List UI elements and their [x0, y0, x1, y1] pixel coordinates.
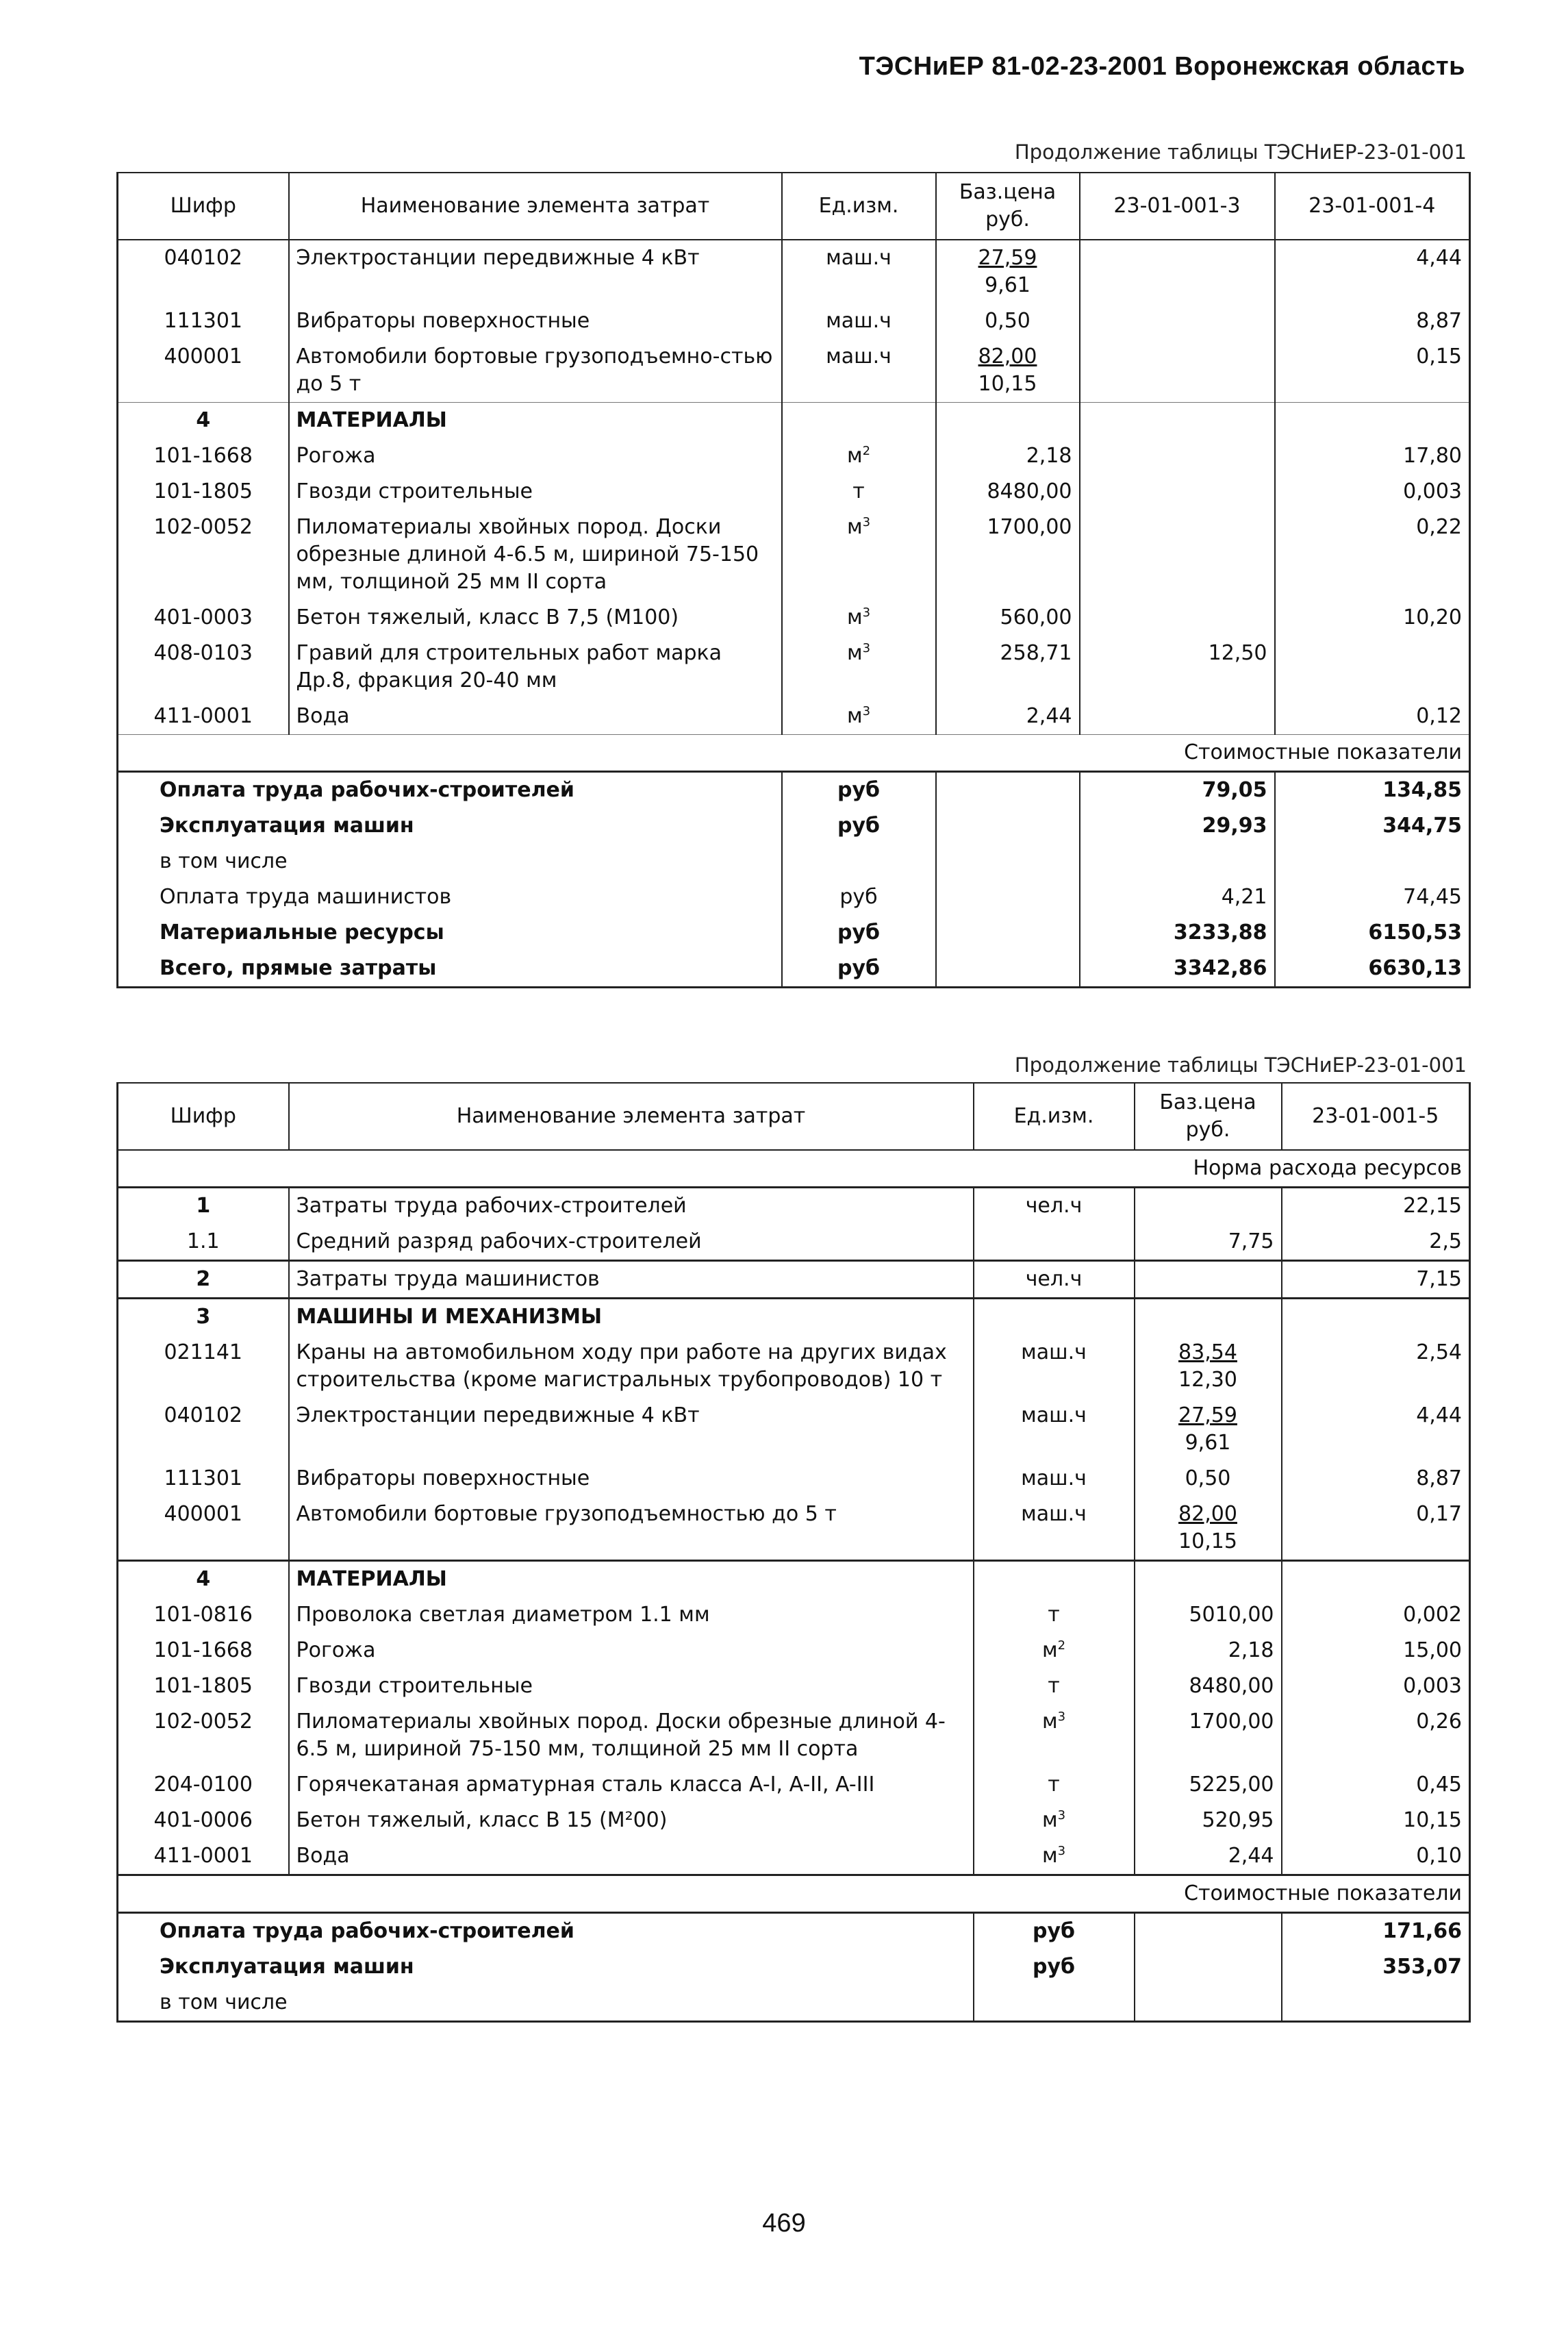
table-row: [118, 1668, 1470, 1704]
row-code: 040102: [118, 1398, 289, 1461]
cost-value-3: 4,21: [1080, 879, 1275, 915]
page-number: 469: [762, 2209, 806, 2238]
row-value-5: 10,15: [1282, 1803, 1470, 1838]
row-name: Электростанции передвижные 4 кВт: [289, 1398, 974, 1461]
cost-label: в том числе: [118, 1985, 974, 2022]
row-value-4: 0,15: [1275, 339, 1470, 403]
col-header-price: Баз.цена руб.: [936, 173, 1080, 240]
row-value-5: 4,44: [1282, 1398, 1470, 1461]
cost-row: [118, 1949, 1470, 1985]
cost-unit: руб: [782, 808, 936, 844]
col-header-name: Наименование элемента затрат: [289, 1083, 974, 1150]
row-code: 1: [118, 1188, 289, 1225]
col-header-variant-3: 23-01-001-3: [1080, 173, 1275, 240]
cost-unit: руб: [782, 772, 936, 809]
row-unit: т: [974, 1597, 1135, 1633]
row-unit: $м^3$: [782, 636, 936, 699]
row-unit: маш.ч: [974, 1497, 1135, 1561]
cost-value-4: [1275, 844, 1470, 879]
row-price: 2,44: [936, 699, 1080, 735]
table-row: [118, 1597, 1470, 1633]
table-row: [118, 438, 1470, 474]
row-unit: маш.ч: [974, 1398, 1135, 1461]
row-name: Затраты труда машинистов: [289, 1261, 974, 1299]
cost-caption-row: [118, 1875, 1470, 1913]
row-value-5: 22,15: [1282, 1188, 1470, 1225]
row-price: [936, 303, 1080, 339]
price-top: 82,00: [978, 345, 1037, 368]
table2-header-row: [118, 1083, 1470, 1150]
section-label: МАТЕРИАЛЫ: [289, 403, 782, 439]
table1-caption: Продолжение таблицы ТЭСНиЕР-23-01-001: [1014, 140, 1467, 164]
cost-label: Всего, прямые затраты: [118, 951, 782, 988]
col-header-variant-5: 23-01-001-5: [1282, 1083, 1470, 1150]
cost-row: [118, 808, 1470, 844]
row-code: 102-0052: [118, 510, 289, 600]
row-price: 2,18: [1135, 1633, 1282, 1668]
row-code: 111301: [118, 303, 289, 339]
table1: [116, 172, 1471, 988]
cost-unit: руб: [974, 1949, 1135, 1985]
table2: [116, 1082, 1471, 2023]
cost-unit: [782, 844, 936, 879]
row-name: Пиломатериалы хвойных пород. Доски обрезные длиной 4-6.5 м, шириной 75-150 мм, толщиной 25 мм II сорта: [289, 1704, 974, 1767]
row-unit: маш.ч: [782, 240, 936, 303]
row-price: [1135, 1461, 1282, 1497]
row-price: 7,75: [1135, 1224, 1282, 1261]
section-row-materials: [118, 1561, 1470, 1598]
row-value-3: [1080, 510, 1275, 600]
row-unit: чел.ч: [974, 1188, 1135, 1225]
cost-label: Эксплуатация машин: [118, 1949, 974, 1985]
row-value-4: 8,87: [1275, 303, 1470, 339]
row-name: Горячекатаная арматурная сталь класса A-I, A-II, A-III: [289, 1767, 974, 1803]
cost-row: [118, 1985, 1470, 2022]
price-top: 0,50: [985, 309, 1030, 333]
cost-value-3: 3233,88: [1080, 915, 1275, 951]
price-bottom: 10,15: [978, 372, 1037, 396]
row-code: 040102: [118, 240, 289, 303]
cost-value-4: 6630,13: [1275, 951, 1470, 988]
page-header-title: ТЭСНиЕР 81-02-23-2001 Воронежская область: [859, 52, 1465, 81]
price-top: 27,59: [978, 246, 1037, 270]
section-row-machines: [118, 1299, 1470, 1336]
cost-value-4: 6150,53: [1275, 915, 1470, 951]
section-number: 4: [118, 403, 289, 439]
table-row: [118, 1224, 1470, 1261]
cost-label: в том числе: [118, 844, 782, 879]
row-value-3: [1080, 339, 1275, 403]
section-label: МАШИНЫ И МЕХАНИЗМЫ: [289, 1299, 974, 1336]
price-top: 82,00: [1178, 1502, 1237, 1526]
row-price: 258,71: [936, 636, 1080, 699]
cost-label: Оплата труда рабочих-строителей: [118, 772, 782, 809]
row-price: 1700,00: [936, 510, 1080, 600]
table-row: [118, 303, 1470, 339]
col-header-code: Шифр: [118, 173, 289, 240]
row-price: [1135, 1497, 1282, 1561]
table-row: [118, 1461, 1470, 1497]
row-price: 560,00: [936, 600, 1080, 636]
row-price: [1135, 1335, 1282, 1398]
row-price: [936, 339, 1080, 403]
row-unit: маш.ч: [974, 1335, 1135, 1398]
row-unit: $м^2$: [782, 438, 936, 474]
row-unit: т: [974, 1668, 1135, 1704]
row-price: 2,44: [1135, 1838, 1282, 1875]
row-code: 408-0103: [118, 636, 289, 699]
price-bottom: 9,61: [1185, 1431, 1231, 1455]
row-unit: $м^2$: [974, 1633, 1135, 1668]
cost-value-4: 344,75: [1275, 808, 1470, 844]
row-name: Пиломатериалы хвойных пород. Доски обрезные длиной 4-6.5 м, шириной 75-150 мм, толщиной 25 мм II сорта: [289, 510, 782, 600]
row-code: 102-0052: [118, 1704, 289, 1767]
norm-caption-row: [118, 1150, 1470, 1188]
table-row: [118, 474, 1470, 510]
table-row: [118, 1497, 1470, 1561]
cost-value-3: 29,93: [1080, 808, 1275, 844]
row-unit: [974, 1224, 1135, 1261]
row-name: Гравий для строительных работ марка Др.8, фракция 20-40 мм: [289, 636, 782, 699]
cost-value-4: 134,85: [1275, 772, 1470, 809]
cost-value-3: [1080, 844, 1275, 879]
row-value-5: 0,003: [1282, 1668, 1470, 1704]
cost-row: [118, 844, 1470, 879]
table-row: [118, 1633, 1470, 1668]
row-code: 101-0816: [118, 1597, 289, 1633]
table-row: [118, 1838, 1470, 1875]
row-unit: $м^3$: [782, 510, 936, 600]
row-value-5: 0,26: [1282, 1704, 1470, 1767]
row-code: 101-1805: [118, 1668, 289, 1704]
row-code: 400001: [118, 1497, 289, 1561]
cost-unit: руб: [782, 915, 936, 951]
price-top: 0,50: [1185, 1466, 1231, 1490]
table-row: [118, 600, 1470, 636]
row-code: 400001: [118, 339, 289, 403]
cost-row: [118, 1913, 1470, 1950]
row-unit: маш.ч: [782, 339, 936, 403]
row-value-3: [1080, 600, 1275, 636]
cost-value-4: 74,45: [1275, 879, 1470, 915]
table-row: [118, 240, 1470, 303]
table1-header-row: [118, 173, 1470, 240]
row-value-5: 2,5: [1282, 1224, 1470, 1261]
cost-unit: руб: [782, 879, 936, 915]
row-code: 1.1: [118, 1224, 289, 1261]
row-value-4: 17,80: [1275, 438, 1470, 474]
row-value-3: [1080, 699, 1275, 735]
row-price: [1135, 1398, 1282, 1461]
row-price: 520,95: [1135, 1803, 1282, 1838]
row-name: Проволока светлая диаметром 1.1 мм: [289, 1597, 974, 1633]
row-name: Вода: [289, 699, 782, 735]
row-value-3: [1080, 438, 1275, 474]
row-price: 8480,00: [936, 474, 1080, 510]
row-value-5: 0,002: [1282, 1597, 1470, 1633]
cost-row: [118, 915, 1470, 951]
cost-caption: Стоимостные показатели: [118, 735, 1470, 772]
row-unit: маш.ч: [782, 303, 936, 339]
price-top: 83,54: [1178, 1340, 1237, 1364]
row-unit: $м^3$: [782, 600, 936, 636]
row-name: Бетон тяжелый, класс В 7,5 (М100): [289, 600, 782, 636]
row-name: Средний разряд рабочих-строителей: [289, 1224, 974, 1261]
cost-unit: руб: [974, 1913, 1135, 1950]
table-row: [118, 510, 1470, 600]
table-row: [118, 1261, 1470, 1299]
row-code: 411-0001: [118, 699, 289, 735]
cost-caption-row: [118, 735, 1470, 772]
row-value-4: 0,003: [1275, 474, 1470, 510]
row-value-5: 0,45: [1282, 1767, 1470, 1803]
table-row: [118, 1767, 1470, 1803]
row-unit: маш.ч: [974, 1461, 1135, 1497]
row-name: Рогожа: [289, 1633, 974, 1668]
row-value-5: 15,00: [1282, 1633, 1470, 1668]
row-price: 5225,00: [1135, 1767, 1282, 1803]
col-header-code: Шифр: [118, 1083, 289, 1150]
row-code: 101-1805: [118, 474, 289, 510]
row-unit: т: [974, 1767, 1135, 1803]
row-name: Вода: [289, 1838, 974, 1875]
row-name: Автомобили бортовые грузоподъемно-стью до 5 т: [289, 339, 782, 403]
table-row: [118, 699, 1470, 735]
col-header-price: Баз.цена руб.: [1135, 1083, 1282, 1150]
row-price: 1700,00: [1135, 1704, 1282, 1767]
row-name: Краны на автомобильном ходу при работе на других видах строительства (кроме магистральных трубопроводов) 10 т: [289, 1335, 974, 1398]
row-code: 021141: [118, 1335, 289, 1398]
section-number: 3: [118, 1299, 289, 1336]
cost-value-5: 353,07: [1282, 1949, 1470, 1985]
table-row: [118, 1398, 1470, 1461]
row-price: [936, 240, 1080, 303]
row-code: 401-0006: [118, 1803, 289, 1838]
cost-row: [118, 772, 1470, 809]
row-unit: $м^3$: [974, 1838, 1135, 1875]
row-name: Затраты труда рабочих-строителей: [289, 1188, 974, 1225]
table-row: [118, 1704, 1470, 1767]
row-value-3: 12,50: [1080, 636, 1275, 699]
row-name: Гвозди строительные: [289, 1668, 974, 1704]
cost-value-5: [1282, 1985, 1470, 2022]
cost-value-3: 79,05: [1080, 772, 1275, 809]
cost-label: Эксплуатация машин: [118, 808, 782, 844]
row-value-5: 2,54: [1282, 1335, 1470, 1398]
col-header-variant-4: 23-01-001-4: [1275, 173, 1470, 240]
table-row: [118, 1803, 1470, 1838]
table-row: [118, 339, 1470, 403]
cost-unit: руб: [782, 951, 936, 988]
row-code: 204-0100: [118, 1767, 289, 1803]
row-code: 111301: [118, 1461, 289, 1497]
row-name: Рогожа: [289, 438, 782, 474]
cost-label: Оплата труда машинистов: [118, 879, 782, 915]
row-price: 8480,00: [1135, 1668, 1282, 1704]
row-price: [1135, 1188, 1282, 1225]
row-value-4: 0,12: [1275, 699, 1470, 735]
row-name: Гвозди строительные: [289, 474, 782, 510]
row-value-5: 0,17: [1282, 1497, 1470, 1561]
norm-caption: Норма расхода ресурсов: [118, 1150, 1470, 1188]
table2-caption: Продолжение таблицы ТЭСНиЕР-23-01-001: [1014, 1053, 1467, 1077]
cost-value-5: 171,66: [1282, 1913, 1470, 1950]
price-bottom: 10,15: [1178, 1529, 1237, 1553]
table-row: [118, 636, 1470, 699]
row-code: 2: [118, 1261, 289, 1299]
cost-value-3: 3342,86: [1080, 951, 1275, 988]
row-value-3: [1080, 474, 1275, 510]
row-value-4: [1275, 636, 1470, 699]
row-unit: чел.ч: [974, 1261, 1135, 1299]
row-name: Бетон тяжелый, класс В 15 (М²00): [289, 1803, 974, 1838]
row-value-3: [1080, 240, 1275, 303]
row-name: Электростанции передвижные 4 кВт: [289, 240, 782, 303]
section-row-materials: [118, 403, 1470, 439]
cost-row: [118, 879, 1470, 915]
table-row: [118, 1335, 1470, 1398]
row-code: 411-0001: [118, 1838, 289, 1875]
row-value-4: 4,44: [1275, 240, 1470, 303]
cost-caption: Стоимостные показатели: [118, 1875, 1470, 1913]
row-value-5: 8,87: [1282, 1461, 1470, 1497]
row-price: [1135, 1261, 1282, 1299]
col-header-unit: Ед.изм.: [782, 173, 936, 240]
price-bottom: 12,30: [1178, 1368, 1237, 1392]
row-value-4: 10,20: [1275, 600, 1470, 636]
row-value-5: 0,10: [1282, 1838, 1470, 1875]
row-name: Вибраторы поверхностные: [289, 1461, 974, 1497]
section-label: МАТЕРИАЛЫ: [289, 1561, 974, 1598]
row-value-3: [1080, 303, 1275, 339]
cost-unit: [974, 1985, 1135, 2022]
row-value-5: 7,15: [1282, 1261, 1470, 1299]
section-number: 4: [118, 1561, 289, 1598]
row-unit: $м^3$: [782, 699, 936, 735]
row-value-4: 0,22: [1275, 510, 1470, 600]
price-top: 27,59: [1178, 1403, 1237, 1427]
row-name: Вибраторы поверхностные: [289, 303, 782, 339]
row-code: 101-1668: [118, 438, 289, 474]
row-code: 401-0003: [118, 600, 289, 636]
row-unit: $м^3$: [974, 1803, 1135, 1838]
col-header-name: Наименование элемента затрат: [289, 173, 782, 240]
col-header-unit: Ед.изм.: [974, 1083, 1135, 1150]
row-name: Автомобили бортовые грузоподъемностью до 5 т: [289, 1497, 974, 1561]
row-price: 5010,00: [1135, 1597, 1282, 1633]
cost-row: [118, 951, 1470, 988]
row-unit: т: [782, 474, 936, 510]
cost-label: Материальные ресурсы: [118, 915, 782, 951]
table-row: [118, 1188, 1470, 1225]
row-unit: $м^3$: [974, 1704, 1135, 1767]
cost-label: Оплата труда рабочих-строителей: [118, 1913, 974, 1950]
row-price: 2,18: [936, 438, 1080, 474]
price-bottom: 9,61: [985, 273, 1030, 297]
row-code: 101-1668: [118, 1633, 289, 1668]
